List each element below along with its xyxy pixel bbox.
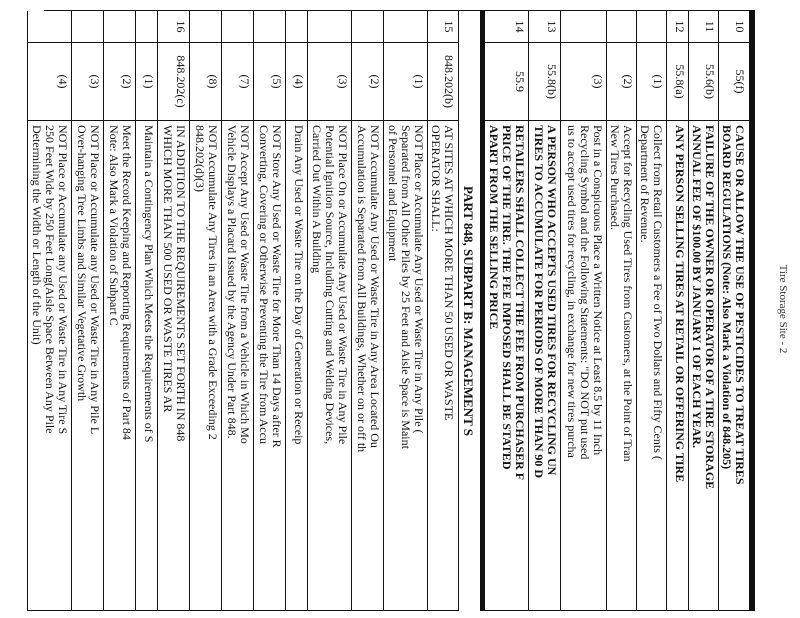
page-footer: Tire Storage Site - 2	[777, 264, 789, 354]
row-citation: (5)	[254, 43, 286, 121]
table-row	[606, 11, 637, 611]
table-row	[285, 11, 308, 611]
row-number	[384, 11, 428, 43]
row-number	[28, 11, 72, 43]
row-citation: 55.8(a)	[667, 43, 689, 121]
row-number	[136, 11, 158, 43]
part-heading: PART 848, SUBPART B: MANAGEMENT S	[458, 11, 480, 611]
violations-table	[30, 10, 755, 611]
row-number	[190, 11, 222, 43]
row-number: 10	[719, 11, 749, 43]
table-row	[351, 11, 384, 611]
row-text: NOT Accumulate Any Used or Waste Tire in Any Area Located Ou Accumulation is Separated from All Buildings, Whether on or off th	[352, 121, 384, 611]
row-citation: 848.202(c)	[158, 43, 190, 121]
row-text: NOT Place or Accumulate Any Used or Waste Tire in Any Pile ( Separated from All Other Piles by 25 Feet and Aisle Space is Maint of Personnel and Equipment	[384, 121, 428, 611]
table-row	[560, 11, 607, 611]
top-rule	[749, 11, 754, 611]
row-citation: (4)	[28, 43, 72, 121]
table-row	[71, 11, 104, 611]
table-row	[688, 11, 719, 611]
row-citation: (1)	[384, 43, 428, 121]
row-number: 13	[529, 11, 561, 43]
row-text: CAUSE OR ALLOW THE USE OF PESTICIDES TO TREAT TIRES BOARD REGULATIONS (Note: Also Mark a Violation of 848.205)	[719, 121, 749, 611]
row-citation: 55.6(b)	[689, 43, 719, 121]
row-citation: (3)	[72, 43, 104, 121]
table-row	[718, 11, 749, 611]
table-row	[221, 11, 254, 611]
row-number: 15	[428, 11, 458, 43]
table-row	[189, 11, 222, 611]
row-text: Post in a Conspicuous Place a Written Notice at Least 8.5 by 11 Inch Recycling Symbol and the Following Statements: "DO NOT put used us to accept used tires for recycling, in exchange for new tires purcha	[561, 121, 607, 611]
row-text: FAILURE OF THE OWNER OR OPERATOR OF A TIRE STORAGE ANNUAL FEE OF $100.00 BY JANUARY 1 OF EACH YEAR.	[689, 121, 719, 611]
row-citation: (7)	[222, 43, 254, 121]
row-citation: (2)	[607, 43, 637, 121]
row-text: Maintain a Contingency Plan Which Meets the Requirements of S	[136, 121, 158, 611]
row-citation: (1)	[136, 43, 158, 121]
table-row	[103, 11, 136, 611]
table-row	[157, 11, 190, 611]
row-citation: 55(f)	[719, 43, 749, 121]
row-number	[254, 11, 286, 43]
row-number: 11	[689, 11, 719, 43]
row-number	[561, 11, 607, 43]
row-citation: 55.9	[485, 43, 529, 121]
table-row	[636, 11, 667, 611]
row-text: Drain Any Used or Waste Tire on the Day of Generation or Receip	[286, 121, 308, 611]
row-number	[352, 11, 384, 43]
row-citation: (8)	[190, 43, 222, 121]
table-row	[307, 11, 352, 611]
table-row	[253, 11, 286, 611]
row-text: IN ADDITION TO THE REQUIREMENTS SET FORTH IN 848 WHICH MORE THAN 500 USED OR WASTE TIRES AR	[158, 121, 190, 611]
row-number	[104, 11, 136, 43]
row-number	[222, 11, 254, 43]
row-citation: (3)	[561, 43, 607, 121]
row-citation: (2)	[352, 43, 384, 121]
table-row	[383, 11, 428, 611]
row-text: AT SITES AT WHICH MORE THAN 50 USED OR WASTE OPERATOR SHALL:	[428, 121, 458, 611]
row-text: NOT Store Any Used or Waste Tire for More Than 14 Days after R Converting, Covering or Otherwise Preventing the Tire from Accu	[254, 121, 286, 611]
row-number	[607, 11, 637, 43]
row-text: RETAILERS SHALL COLLECT THE FEE FROM PURCHASER F PRICE OF THE TIRE. THE FEE IMPOSED SHALL BE STATED APART FROM THE SELLING PRICE	[485, 121, 529, 611]
table-row	[666, 11, 689, 611]
row-text: ANY PERSON SELLING TIRES AT RETAIL OR OFFERING TIRE	[667, 121, 689, 611]
row-number: 12	[667, 11, 689, 43]
row-citation: 848.202(b)	[428, 43, 458, 121]
row-text: NOT Accumulate Any Tires in an Area with a Grade Exceeding 2 848.202(d)(3)	[190, 121, 222, 611]
row-citation: (1)	[637, 43, 667, 121]
row-number: 14	[485, 11, 529, 43]
row-text: NOT Accept Any Used or Waste Tire from a Vehicle in Which Mo Vehicle Displays a Placard Issued by the Agency Under Part 848.	[222, 121, 254, 611]
table-row	[27, 11, 72, 611]
row-citation: (4)	[286, 43, 308, 121]
table-row	[427, 11, 458, 611]
row-number: 16	[158, 11, 190, 43]
row-number	[308, 11, 352, 43]
table-row	[135, 11, 158, 611]
row-number	[637, 11, 667, 43]
row-text: Meet the Record Keeping and Reporting Requirements of Part 84 Note: Also Mark a Violation of Subpart C	[104, 121, 136, 611]
row-citation: 55.8(b)	[529, 43, 561, 121]
row-citation: (2)	[104, 43, 136, 121]
row-text: Accept for Recycling Used Tires from Customers, at the Point of Tran New Tires Purchased.	[607, 121, 637, 611]
row-text: NOT Place On or Accumulate Any Used or Waste Tire in Any Pile Potential Ignition Source, Including Cutting and Welding Devices, Carried Out Within A Building	[308, 121, 352, 611]
row-citation: (3)	[308, 43, 352, 121]
row-number	[286, 11, 308, 43]
row-text: NOT Place or Accumulate any Used or Waste Tire in Any Pile L Over-hanging Tree Limbs and Similar Vegetative Growth	[72, 121, 104, 611]
row-text: A PERSON WHO ACCEPTS USED TIRES FOR RECYCLING UN TIRES TO ACCUMULATE FOR PERIODS OF MORE THAN 90 D	[529, 121, 561, 611]
row-text: Collect from Retail Customers a Fee of Two Dollars and Fifty Cents ( Department of Revenue.	[637, 121, 667, 611]
row-number	[72, 11, 104, 43]
table-row	[528, 11, 561, 611]
row-text: NOT Place or Accumulate any Used or Waste Tire in Any Tire S 250 Feet Wide by 250 Feet Long(Aisle Space Between Any Pile Determining the Width or Length of the Unit)	[28, 121, 72, 611]
section-rule	[480, 11, 485, 611]
table-row	[484, 11, 529, 611]
